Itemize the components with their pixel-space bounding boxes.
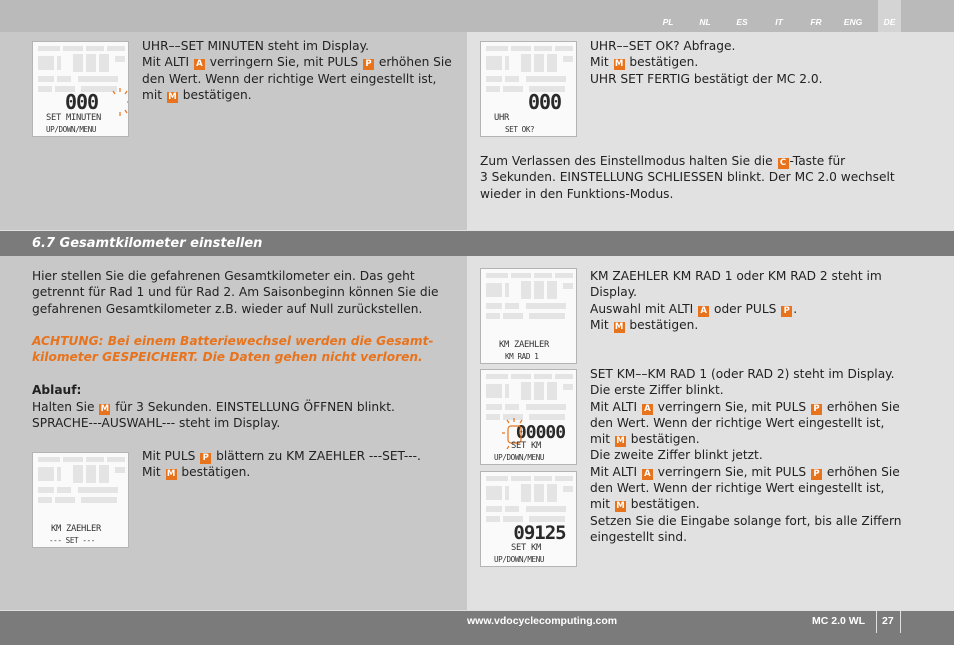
lcd-segment <box>521 484 531 502</box>
lcd-segment <box>547 484 557 502</box>
text-fragment: bestätigen. <box>177 465 251 480</box>
puls-key-icon: P <box>811 404 822 415</box>
text-line: kilometer GESPEICHERT. Die Daten gehen nicht verloren. <box>32 350 423 365</box>
lcd-segment <box>505 486 509 500</box>
text-line: den Wert. Wenn der richtige Wert eingestellt ist, <box>142 71 437 86</box>
lcd-segment <box>86 457 104 462</box>
page-number: 27 <box>882 615 894 627</box>
lcd-segment <box>547 54 557 72</box>
text-line: ACHTUNG: Bei einem Batteriewechsel werden die Gesamt- <box>32 334 434 348</box>
text-procedure <box>32 399 452 432</box>
lcd-segment <box>486 273 508 278</box>
text-fragment: mit <box>590 497 614 512</box>
lcd-segment <box>563 486 573 492</box>
text-fragment: erhöhen Sie <box>823 399 900 414</box>
lcd-segment <box>38 457 60 462</box>
text-fragment: Auswahl mit ALTI <box>590 301 698 316</box>
lcd-segment <box>486 56 502 70</box>
text-line <box>142 87 452 103</box>
lang-pl[interactable]: PL <box>662 17 674 27</box>
text-fragment: Mit ALTI <box>590 399 641 414</box>
text-fragment: Mit ALTI <box>590 464 641 479</box>
text-line: UHR––SET OK? Abfrage. <box>590 39 736 53</box>
lcd-segment <box>486 46 508 51</box>
lcd-segment <box>38 487 54 493</box>
lcd-segment <box>505 56 509 70</box>
lcd-segment <box>534 273 552 278</box>
text-fragment: erhöhen Sie <box>823 464 900 479</box>
menu-key-icon: M <box>166 469 176 480</box>
text-line: den Wert. Wenn der richtige Wert eingestellt ist, <box>590 415 885 430</box>
puls-key-icon: P <box>811 469 822 480</box>
text-line: SPRACHE---AUSWAHL--- steht im Display. <box>32 416 281 431</box>
text-fragment: Mit <box>590 317 613 332</box>
lcd-segment <box>486 506 502 512</box>
text-line <box>590 496 910 512</box>
lcd-segment <box>73 465 83 483</box>
lcd-segment <box>57 487 71 493</box>
text-line: KM ZAEHLER KM RAD 1 oder KM RAD 2 steht im <box>590 269 882 283</box>
lcd-segment <box>529 313 565 319</box>
text-line: UHR––SET MINUTEN steht im Display. <box>142 39 369 53</box>
lcd-segment <box>486 313 500 319</box>
text-intro <box>32 268 452 317</box>
text-line: gefahrenen Gesamtkilometer z.B. wieder auf Null zurückstellen. <box>32 301 423 316</box>
lcd-segment <box>505 76 519 82</box>
lcd-segment <box>547 281 557 299</box>
text-fragment: bestätigen. <box>626 432 700 447</box>
lcd-segment <box>526 506 566 512</box>
alti-key-icon: A <box>642 469 653 480</box>
lcd-segment <box>555 46 573 51</box>
clear-key-icon: C <box>778 158 789 169</box>
menu-key-icon: M <box>616 501 625 512</box>
device-display-km-rad: KM ZAEHLER KM RAD 1 <box>480 268 577 364</box>
footer-divider <box>900 611 901 633</box>
text-fragment: bestätigen. <box>178 87 252 102</box>
lcd-segment <box>505 283 509 297</box>
text-km-rad-select <box>590 268 910 333</box>
section-title: 6.7 Gesamtkilometer einstellen <box>32 236 263 251</box>
lang-es[interactable]: ES <box>736 17 748 27</box>
lcd-segment <box>505 303 519 309</box>
lcd-segment <box>563 56 573 62</box>
text-fragment: bestätigen. <box>625 55 699 70</box>
language-bar <box>0 0 954 32</box>
menu-key-icon: M <box>614 59 624 70</box>
text-line: getrennt für Rad 1 und für Rad 2. Am Saisonbeginn können Sie die <box>32 285 439 300</box>
lcd-segment <box>534 476 552 481</box>
text-warning <box>32 333 452 366</box>
lcd-segment <box>486 476 508 481</box>
lcd-segment <box>99 465 109 483</box>
text-exit-setting-mode <box>480 153 900 202</box>
menu-key-icon: M <box>168 91 177 102</box>
alti-key-icon: A <box>698 306 709 317</box>
text-line <box>480 153 900 169</box>
menu-key-icon: M <box>100 404 110 414</box>
text-fragment: erhöhen Sie <box>375 55 452 70</box>
lcd-segment <box>555 273 573 278</box>
text-line: UHR SET FERTIG bestätigt der MC 2.0. <box>590 71 823 86</box>
lcd-segment <box>486 486 502 500</box>
lcd-segment <box>63 457 83 462</box>
procedure-heading: Ablauf: <box>32 383 82 397</box>
lcd-segment <box>563 283 573 289</box>
text-line: wieder in den Funktions-Modus. <box>480 186 674 201</box>
text-line <box>590 431 910 447</box>
text-line: Setzen Sie die Eingabe solange fort, bis alle Ziffern <box>590 513 902 528</box>
text-line: Die zweite Ziffer blinkt jetzt. <box>590 448 763 463</box>
text-fragment: Mit <box>142 465 165 480</box>
section-header <box>0 231 954 256</box>
text-fragment: für 3 Sekunden. EINSTELLUNG ÖFFNEN blinkt. <box>111 400 395 414</box>
lcd-segment <box>55 497 75 503</box>
alti-key-icon: A <box>642 404 653 415</box>
footer-url[interactable]: www.vdocyclecomputing.com <box>467 615 618 627</box>
footer-divider <box>876 611 877 633</box>
text-set-ok <box>590 38 910 87</box>
text-line: eingestellt sind. <box>590 529 687 544</box>
lcd-segment <box>78 487 118 493</box>
device-display-set-minuten: 000 SET MINUTEN UP/DOWN/MENU <box>32 41 129 137</box>
puls-key-icon: P <box>363 59 374 70</box>
lcd-segment <box>107 457 125 462</box>
lang-nl[interactable]: NL <box>699 17 711 27</box>
lcd-segment <box>534 484 544 502</box>
lcd-segment <box>521 54 531 72</box>
menu-key-icon: M <box>616 436 625 447</box>
text-fragment: . <box>793 301 798 316</box>
lang-fr[interactable]: FR <box>810 17 822 27</box>
text-set-minuten <box>142 38 452 103</box>
text-line: Display. <box>590 285 638 300</box>
device-display-set-km-value: 09125 SET KM UP/DOWN/MENU <box>480 471 577 567</box>
text-fragment: verringern Sie, mit PULS <box>205 55 363 70</box>
lcd-segment <box>38 467 54 481</box>
text-fragment: bestätigen. <box>626 497 700 512</box>
alti-key-icon: A <box>194 59 205 70</box>
text-line: SET KM––KM RAD 1 (oder RAD 2) steht im Display. <box>590 367 895 381</box>
puls-key-icon: P <box>781 306 792 317</box>
text-fragment: mit <box>590 432 614 447</box>
text-fragment: blättern zu KM ZAEHLER ---SET---. <box>212 449 421 463</box>
device-display-km-zaehler-set: KM ZAEHLER --- SET --- <box>32 452 129 548</box>
lcd-segment <box>486 76 502 82</box>
text-fragment: Halten Sie <box>32 400 99 414</box>
text-fragment: -Taste für <box>789 154 846 168</box>
menu-key-icon: M <box>614 321 624 332</box>
text-fragment: oder PULS <box>710 301 781 316</box>
lang-it[interactable]: IT <box>775 17 783 27</box>
text-line <box>590 399 910 415</box>
text-line <box>142 54 452 70</box>
lcd-segment <box>526 76 566 82</box>
text-line <box>590 317 910 333</box>
text-fragment: Mit PULS <box>142 449 200 463</box>
lcd-segment <box>57 467 61 481</box>
text-fragment: verringern Sie, mit PULS <box>653 399 811 414</box>
text-line <box>142 448 452 464</box>
text-fragment: Zum Verlassen des Einstellmodus halten Sie die <box>480 154 777 168</box>
lang-eng[interactable]: ENG <box>843 17 863 27</box>
text-fragment: mit <box>142 87 166 102</box>
lcd-segment <box>486 303 502 309</box>
text-line <box>590 54 910 70</box>
text-line <box>32 399 452 415</box>
lcd-segment <box>505 506 519 512</box>
text-fragment: Mit <box>590 55 613 70</box>
device-display-set-km-first: 00000 SET KM UP/DOWN/MENU <box>480 369 577 465</box>
lcd-segment <box>503 313 523 319</box>
lcd-segment <box>38 497 52 503</box>
lcd-segment <box>534 46 552 51</box>
text-line: den Wert. Wenn der richtige Wert eingestellt ist, <box>590 481 885 496</box>
text-line <box>590 464 910 480</box>
lcd-segment <box>521 281 531 299</box>
lcd-segment <box>486 283 502 297</box>
lcd-segment <box>511 46 531 51</box>
text-fragment: Mit ALTI <box>142 55 193 70</box>
text-line: Die erste Ziffer blinkt. <box>590 383 724 398</box>
lcd-segment <box>86 465 96 483</box>
text-fragment: verringern Sie, mit PULS <box>653 464 811 479</box>
lcd-segment <box>555 476 573 481</box>
text-step-km-zaehler <box>142 448 452 481</box>
lcd-segment <box>511 476 531 481</box>
lcd-segment <box>81 497 117 503</box>
text-line: 3 Sekunden. EINSTELLUNG SCHLIESSEN blinkt. Der MC 2.0 wechselt <box>480 170 895 185</box>
footer-bar <box>0 611 954 645</box>
puls-key-icon: P <box>200 453 211 464</box>
text-line: Hier stellen Sie die gefahrenen Gesamtkilometer ein. Das geht <box>32 269 415 283</box>
device-display-set-ok: 000 UHR SET OK? <box>480 41 577 137</box>
text-line <box>590 301 910 317</box>
lcd-segment <box>534 281 544 299</box>
text-fragment: bestätigen. <box>625 317 699 332</box>
lcd-segment <box>511 273 531 278</box>
footer-model: MC 2.0 WL <box>812 615 866 627</box>
lcd-segment <box>526 303 566 309</box>
lcd-segment <box>115 467 125 473</box>
text-set-km-digits <box>590 366 910 545</box>
lcd-segment <box>534 54 544 72</box>
lang-de-active[interactable]: DE <box>878 0 901 32</box>
text-line <box>142 464 452 480</box>
